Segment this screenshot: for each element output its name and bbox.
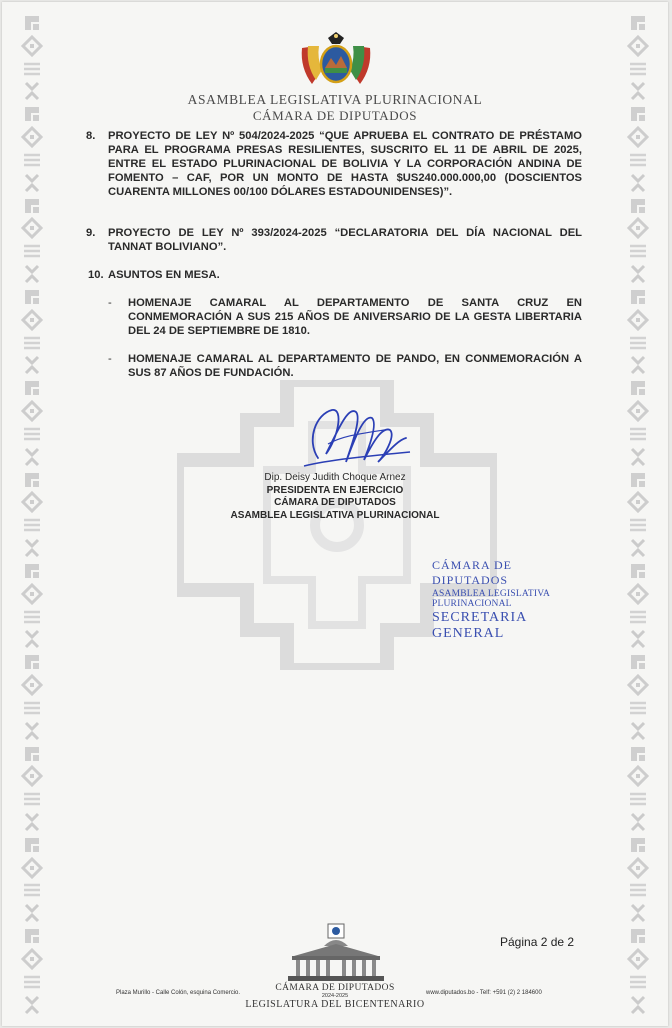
subitem-text: HOMENAJE CAMARAL AL DEPARTAMENTO DE SANTA CRUZ EN CONMEMORACIÓN A SUS 215 AÑOS DE ANIVERSARIO DE LA GESTA LIBERTARIA DEL 24 DE SEPTIEMBRE DE 1810. [128,297,582,337]
andean-pattern-icon [21,377,43,399]
andean-pattern-icon [21,925,43,947]
andean-pattern-icon [21,879,43,901]
andean-pattern-icon [21,309,43,331]
andean-pattern-icon [627,674,649,696]
footer-contact: www.diputados.bo - Telf: +591 (2) 2 184600 [426,990,542,996]
agenda-item-number: 10. [88,269,104,281]
andean-pattern-icon [627,58,649,80]
andean-pattern-icon [21,469,43,491]
andean-pattern-icon [627,925,649,947]
andean-pattern-icon [627,469,649,491]
andean-pattern-icon [627,834,649,856]
signature-block [182,472,488,522]
andean-pattern-icon [21,400,43,422]
andean-pattern-icon [627,263,649,285]
agenda-item-text: ASUNTOS EN MESA. [108,269,220,281]
andean-pattern-icon [627,743,649,765]
stamp-line-assembly: ASAMBLEA LEGISLATIVA PLURINACIONAL [432,589,550,609]
andean-pattern-icon [627,879,649,901]
andean-pattern-icon [21,126,43,148]
andean-pattern-icon [627,788,649,810]
andean-pattern-icon [627,423,649,445]
andean-pattern-icon [627,35,649,57]
andean-pattern-icon [21,651,43,673]
andean-pattern-icon [21,172,43,194]
right-border-pattern [624,12,652,1016]
andean-pattern-icon [21,743,43,765]
left-border-pattern [18,12,46,1016]
agenda-item-text: PROYECTO DE LEY Nº 504/2024-2025 “QUE APRUEBA EL CONTRATO DE PRÉSTAMO PARA EL PROGRAMA PRESAS RESILIENTES, SUSCRITO EL 11 DE ABRIL DE 2025, ENTRE EL ESTADO PLURINACIONAL DE BOLIVIA Y LA CORPORACIÓN ANDINA DE FOMENTO – CAF, POR UN MONTO DE HASTA $US240.000.000,00 (DOSCIENTOS CUARENTA MILLONES 00/100 DÓLARES ESTADOUNIDENSES)”. [108,130,582,198]
andean-pattern-icon [627,149,649,171]
bolivia-coat-of-arms-icon [298,28,374,92]
andean-pattern-icon [21,834,43,856]
andean-pattern-icon [627,286,649,308]
andean-pattern-icon [21,240,43,262]
document-page [2,2,668,1026]
andean-pattern-icon [627,514,649,536]
andean-pattern-icon [627,628,649,650]
andean-pattern-icon [21,902,43,924]
agenda-item-number: 8. [86,130,96,142]
signatory-chamber: CÁMARA DE DIPUTADOS [274,497,396,508]
andean-pattern-icon [21,560,43,582]
andean-pattern-icon [21,195,43,217]
footer-chamber-title: CÁMARA DE DIPUTADOS [275,983,395,993]
andean-pattern-icon [21,583,43,605]
secretaria-stamp [432,558,592,642]
andean-pattern-icon [627,377,649,399]
andean-pattern-icon [21,857,43,879]
andean-pattern-icon [21,537,43,559]
andean-pattern-icon [627,400,649,422]
andean-pattern-icon [21,332,43,354]
andean-pattern-icon [21,217,43,239]
andean-pattern-icon [21,149,43,171]
andean-pattern-icon [627,606,649,628]
footer-years: 2024-2025 [321,993,349,999]
footer-address: Plaza Murillo - Calle Colón, esquina Comercio. [116,990,241,996]
agenda-item-number: 9. [86,227,96,239]
andean-pattern-icon [21,58,43,80]
andean-pattern-icon [21,263,43,285]
andean-pattern-icon [627,172,649,194]
andean-pattern-icon [21,720,43,742]
andean-pattern-icon [627,765,649,787]
andean-pattern-icon [21,491,43,513]
andean-pattern-icon [21,354,43,376]
andean-pattern-icon [627,651,649,673]
andean-pattern-icon [627,195,649,217]
andean-pattern-icon [627,583,649,605]
agenda-item-10 [88,268,582,282]
andean-pattern-icon [627,491,649,513]
andean-pattern-icon [21,35,43,57]
stamp-line-secretaria: SECRETARIA GENERAL [432,610,527,641]
andean-pattern-icon [627,902,649,924]
andean-pattern-icon [627,720,649,742]
andean-pattern-icon [627,537,649,559]
signatory-role: PRESIDENTA EN EJERCICIO [266,484,404,496]
andean-pattern-icon [627,354,649,376]
subitem-text: HOMENAJE CAMARAL AL DEPARTAMENTO DE PANDO, EN CONMEMORACIÓN A SUS 87 AÑOS DE FUNDACIÓN. [128,353,582,379]
header-chamber: CÁMARA DE DIPUTADOS [252,108,418,123]
header-assembly: ASAMBLEA LEGISLATIVA PLURINACIONAL [187,92,483,107]
andean-pattern-icon [21,423,43,445]
andean-pattern-icon [627,560,649,582]
signatory-name: Dip. Deisy Judith Choque Arnez [264,472,406,483]
subitem-dash: - [108,353,112,365]
andean-pattern-icon [627,697,649,719]
andean-pattern-icon [21,765,43,787]
andean-pattern-icon [627,857,649,879]
andean-pattern-icon [21,514,43,536]
agenda-item-9 [86,226,582,254]
subitem-dash: - [108,297,112,309]
agenda-item-8 [86,129,582,199]
footer-legislature: LEGISLATURA DEL BICENTENARIO [245,999,425,1010]
legislative-building-icon [284,922,388,984]
agenda-subitem-santa-cruz [108,296,582,338]
andean-pattern-icon [627,309,649,331]
andean-pattern-icon [627,446,649,468]
agenda-subitem-pando [108,352,582,380]
agenda-item-text: PROYECTO DE LEY Nº 393/2024-2025 “DECLARATORIA DEL DÍA NACIONAL DEL TANNAT BOLIVIANO”. [108,227,582,253]
andean-pattern-icon [627,217,649,239]
andean-pattern-icon [627,811,649,833]
andean-pattern-icon [21,674,43,696]
andean-pattern-icon [21,697,43,719]
andean-pattern-icon [21,628,43,650]
andean-pattern-icon [21,811,43,833]
andean-pattern-icon [627,948,649,970]
andean-pattern-icon [21,286,43,308]
handwritten-signature-icon [298,400,414,476]
stamp-line-chamber: CÁMARA DE DIPUTADOS [432,558,513,587]
andean-pattern-icon [21,446,43,468]
andean-pattern-icon [21,12,43,34]
andean-pattern-icon [21,788,43,810]
andean-pattern-icon [627,12,649,34]
signatory-assembly: ASAMBLEA LEGISLATIVA PLURINACIONAL [230,509,440,521]
andean-pattern-icon [627,126,649,148]
andean-pattern-icon [627,332,649,354]
andean-pattern-icon [627,240,649,262]
andean-pattern-icon [21,948,43,970]
andean-pattern-icon [21,606,43,628]
page-number: Página 2 de 2 [500,935,575,949]
